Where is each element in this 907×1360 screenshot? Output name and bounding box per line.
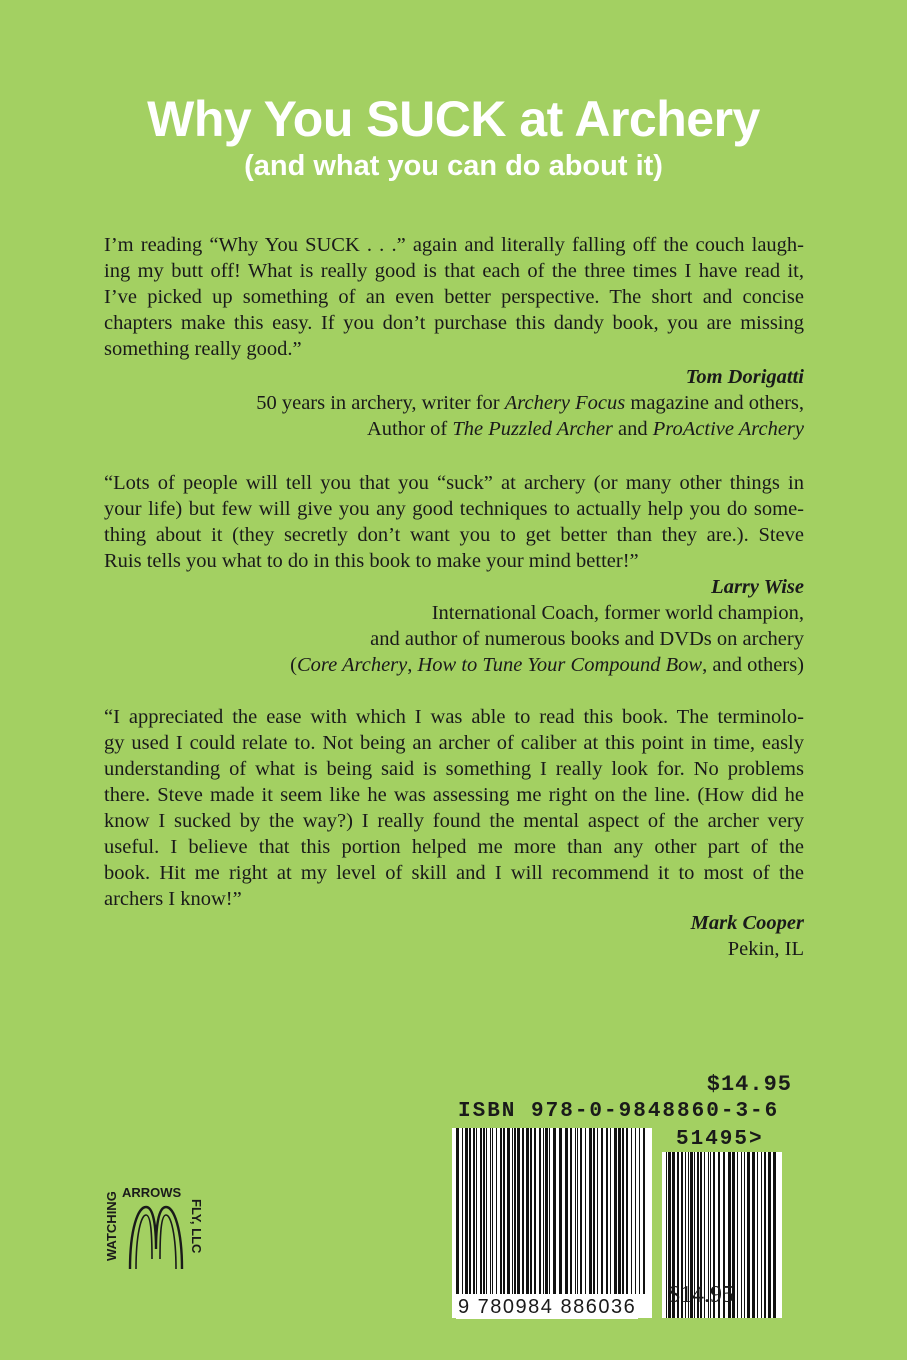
price-label-bottom: $14.95 — [668, 1282, 734, 1308]
quote-line: archers I know!” — [104, 888, 242, 910]
quote-line: I’ve picked up something of an even better perspective. The short and concise — [104, 286, 804, 308]
quote-line: know I sucked by the way?) I really found the mental aspect of the archer very — [104, 810, 804, 832]
quote-line: useful. I believe that this portion helped me more than any other part of the — [104, 836, 804, 858]
isbn-barcode — [452, 1128, 652, 1318]
logo-text-left: WATCHING — [104, 1191, 119, 1261]
book-title: Why You SUCK at Archery — [147, 91, 760, 147]
quote-line: there. Steve made it seem like he was assessing me right on the line. (How did he — [104, 784, 804, 806]
barcode-area — [452, 1072, 792, 1318]
quote-line: something really good.” — [104, 338, 302, 360]
blurb-quote-3 — [104, 704, 804, 912]
author-name: Larry Wise — [711, 576, 804, 598]
author-credit: Pekin, IL — [727, 938, 804, 960]
quote-line: gy used I could relate to. Not being an archer of caliber at this point in time, easly — [104, 732, 804, 754]
blurb-quote-2 — [104, 470, 804, 574]
barcode-bars-icon — [452, 1128, 652, 1318]
quote-line: I’m reading “Why You SUCK . . .” again and literally falling off the couch laugh- — [104, 234, 804, 256]
quote-line: your life) but few will give you any good techniques to actually help you do some- — [104, 498, 804, 520]
book-subtitle: (and what you can do about it) — [244, 150, 663, 182]
author-name: Mark Cooper — [690, 912, 804, 934]
publisher-logo — [104, 1185, 204, 1275]
author-name: Tom Dorigatti — [685, 366, 804, 388]
author-credit: 50 years in archery, writer for Archery Focus magazine and others, — [256, 392, 804, 414]
author-credit: Author of The Puzzled Archer and ProActive Archery — [366, 418, 804, 440]
quote-line: Ruis tells you what to do in this book to make your mind better!” — [104, 550, 639, 572]
logo-text-top: ARROWS — [122, 1185, 182, 1200]
price-label-top: $14.95 — [706, 1072, 792, 1097]
logo-text-right: FLY, LLC — [189, 1199, 204, 1254]
author-credit: International Coach, former world champion, — [431, 602, 804, 624]
arrow-arch-icon — [124, 1199, 188, 1269]
barcode-digits: 9 780984 886036 — [458, 1296, 637, 1318]
quote-line: book. Hit me right at my level of skill and I will recommend it to most of the — [104, 862, 804, 884]
quote-line: ing my butt off! What is really good is that each of the three times I have read it, — [104, 260, 804, 282]
blurb-quote-1 — [104, 232, 804, 362]
blurb-attribution-3 — [104, 910, 804, 962]
author-credit: and author of numerous books and DVDs on archery — [370, 628, 804, 650]
blurb-attribution-2 — [104, 574, 804, 678]
quote-line: “Lots of people will tell you that you “suck” at archery (or many other things in — [104, 472, 804, 494]
quote-line: understanding of what is being said is something I really look for. No problems — [104, 758, 804, 780]
quote-line: chapters make this easy. If you don’t purchase this dandy book, you are missing — [104, 312, 804, 334]
quote-line: “I appreciated the ease with which I was able to read this book. The terminolo- — [104, 706, 804, 728]
blurb-attribution-1 — [104, 364, 804, 442]
author-credit: (Core Archery, How to Tune Your Compound Bow, and others) — [290, 654, 804, 676]
quote-line: thing about it (they secretly don’t want you to get better than they are.). Steve — [104, 524, 804, 546]
isbn-text: ISBN 978-0-9848860-3-6 — [458, 1100, 780, 1123]
supplement-code: 51495> — [676, 1128, 764, 1151]
